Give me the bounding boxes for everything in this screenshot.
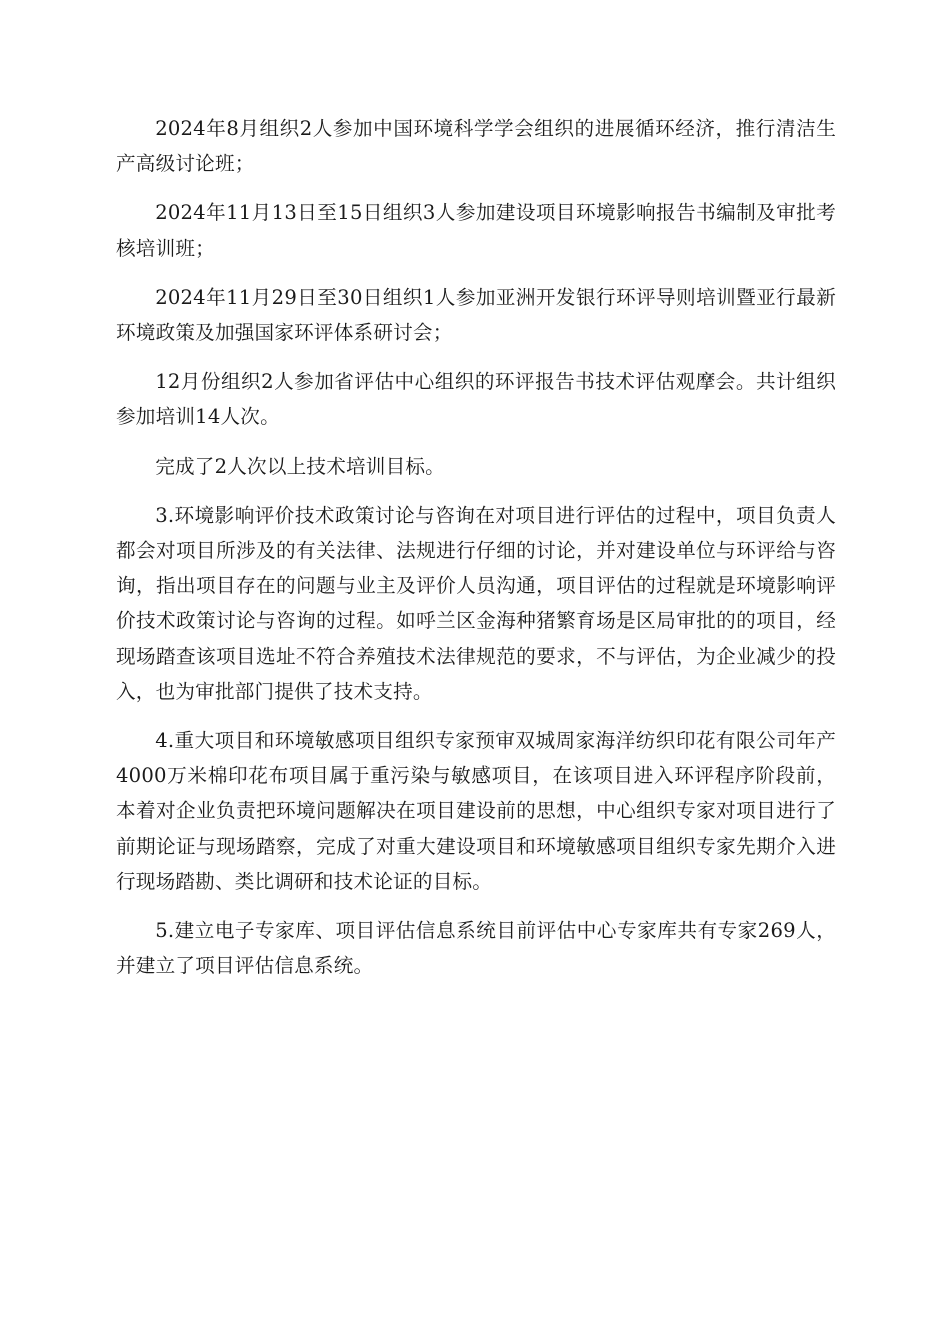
- paragraph-training-eia-report: 2024年11月13日至15日组织3人参加建设项目环境影响报告书编制及审批考核培训班；: [116, 201, 836, 260]
- paragraph-training-adb-seminar: 2024年11月29日至30日组织1人参加亚洲开发银行环评导则培训暨亚行最新环境政策及加强国家环评体系研讨会；: [116, 285, 836, 345]
- paragraph-section-3-policy-consultation: 3.环境影响评价技术政策讨论与咨询在对项目进行评估的过程中，项目负责人都会对项目所涉及的有关法律、法规进行仔细的讨论，并对建设单位与环评给与咨询，指出项目存在的问题与业主及评价人员沟通，项目评估的过程就是环境影响评价技术政策讨论与咨询的过程。如呼兰区金海种猪繁育场是区局审批的的项目，经现场踏查该项目选址不符合养殖技术法律规范的要求，不与评估，为企业减少的投入，也为审批部门提供了技术支持。: [116, 503, 836, 703]
- paragraph-section-4-expert-review: 4.重大项目和环境敏感项目组织专家预审双城周家海洋纺织印花有限公司年产4000万米棉印花布项目属于重污染与敏感项目，在该项目进入环评程序阶段前，本着对企业负责把环境问题解决在项目建设前的思想，中心组织专家对项目进行了前期论证与现场踏察，完成了对重大建设项目和环境敏感项目组织专家先期介入进行现场踏勘、类比调研和技术论证的目标。: [116, 729, 836, 893]
- paragraph-training-circular-economy: 2024年8月组织2人参加中国环境科学学会组织的进展循环经济，推行清洁生产高级讨论班；: [116, 117, 836, 176]
- paragraph-section-5-expert-database: 5.建立电子专家库、项目评估信息系统目前评估中心专家库共有专家269人，并建立了项目评估信息系统。: [116, 919, 836, 978]
- paragraph-training-december: 12月份组织2人参加省评估中心组织的环评报告书技术评估观摩会。共计组织参加培训14人次。: [116, 370, 836, 429]
- paragraph-training-goal: 完成了2人次以上技术培训目标。: [155, 454, 445, 478]
- document-body: [116, 111, 836, 997]
